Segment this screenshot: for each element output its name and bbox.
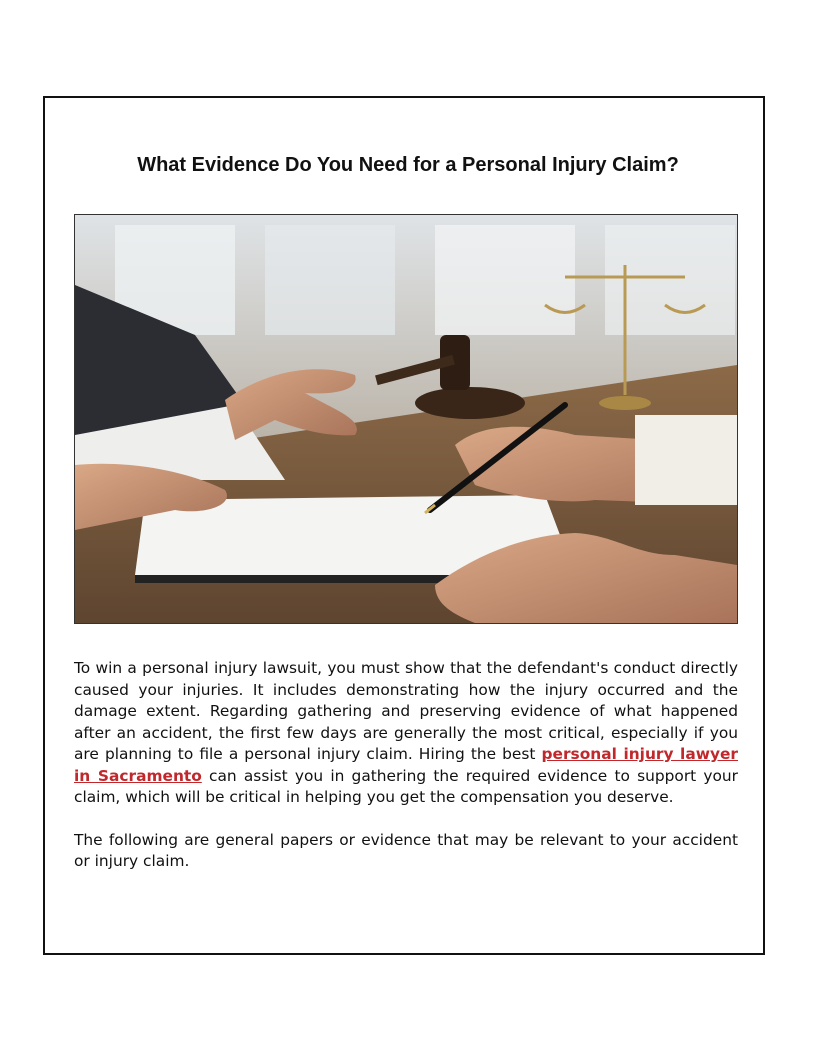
- intro-paragraph: [74, 658, 738, 809]
- document-title: What Evidence Do You Need for a Personal Injury Claim?: [137, 154, 679, 176]
- intro-text-before-link: To win a personal injury lawsuit, you must show that the defendant's conduct directly caused your injuries. It includes demonstrating how the injury occurred and the damage extent. Regarding gathering and preserving evidence of what happened after an accident, the first few days are generally the most critical, especially if you are planning to file a personal injury claim. Hiring the best: [74, 659, 738, 763]
- sacramento-lawyer-link[interactable]: personal injury lawyer in Sacramento: [74, 745, 738, 785]
- evidence-intro-paragraph: The following are general papers or evidence that may be relevant to your accident or injury claim.: [74, 830, 738, 870]
- article-body: [74, 658, 738, 894]
- lawyer-client-photo: [74, 214, 738, 624]
- intro-text-after-link: can assist you in gathering the required evidence to support your claim, which will be critical in helping you get the compensation you deserve.: [74, 766, 738, 806]
